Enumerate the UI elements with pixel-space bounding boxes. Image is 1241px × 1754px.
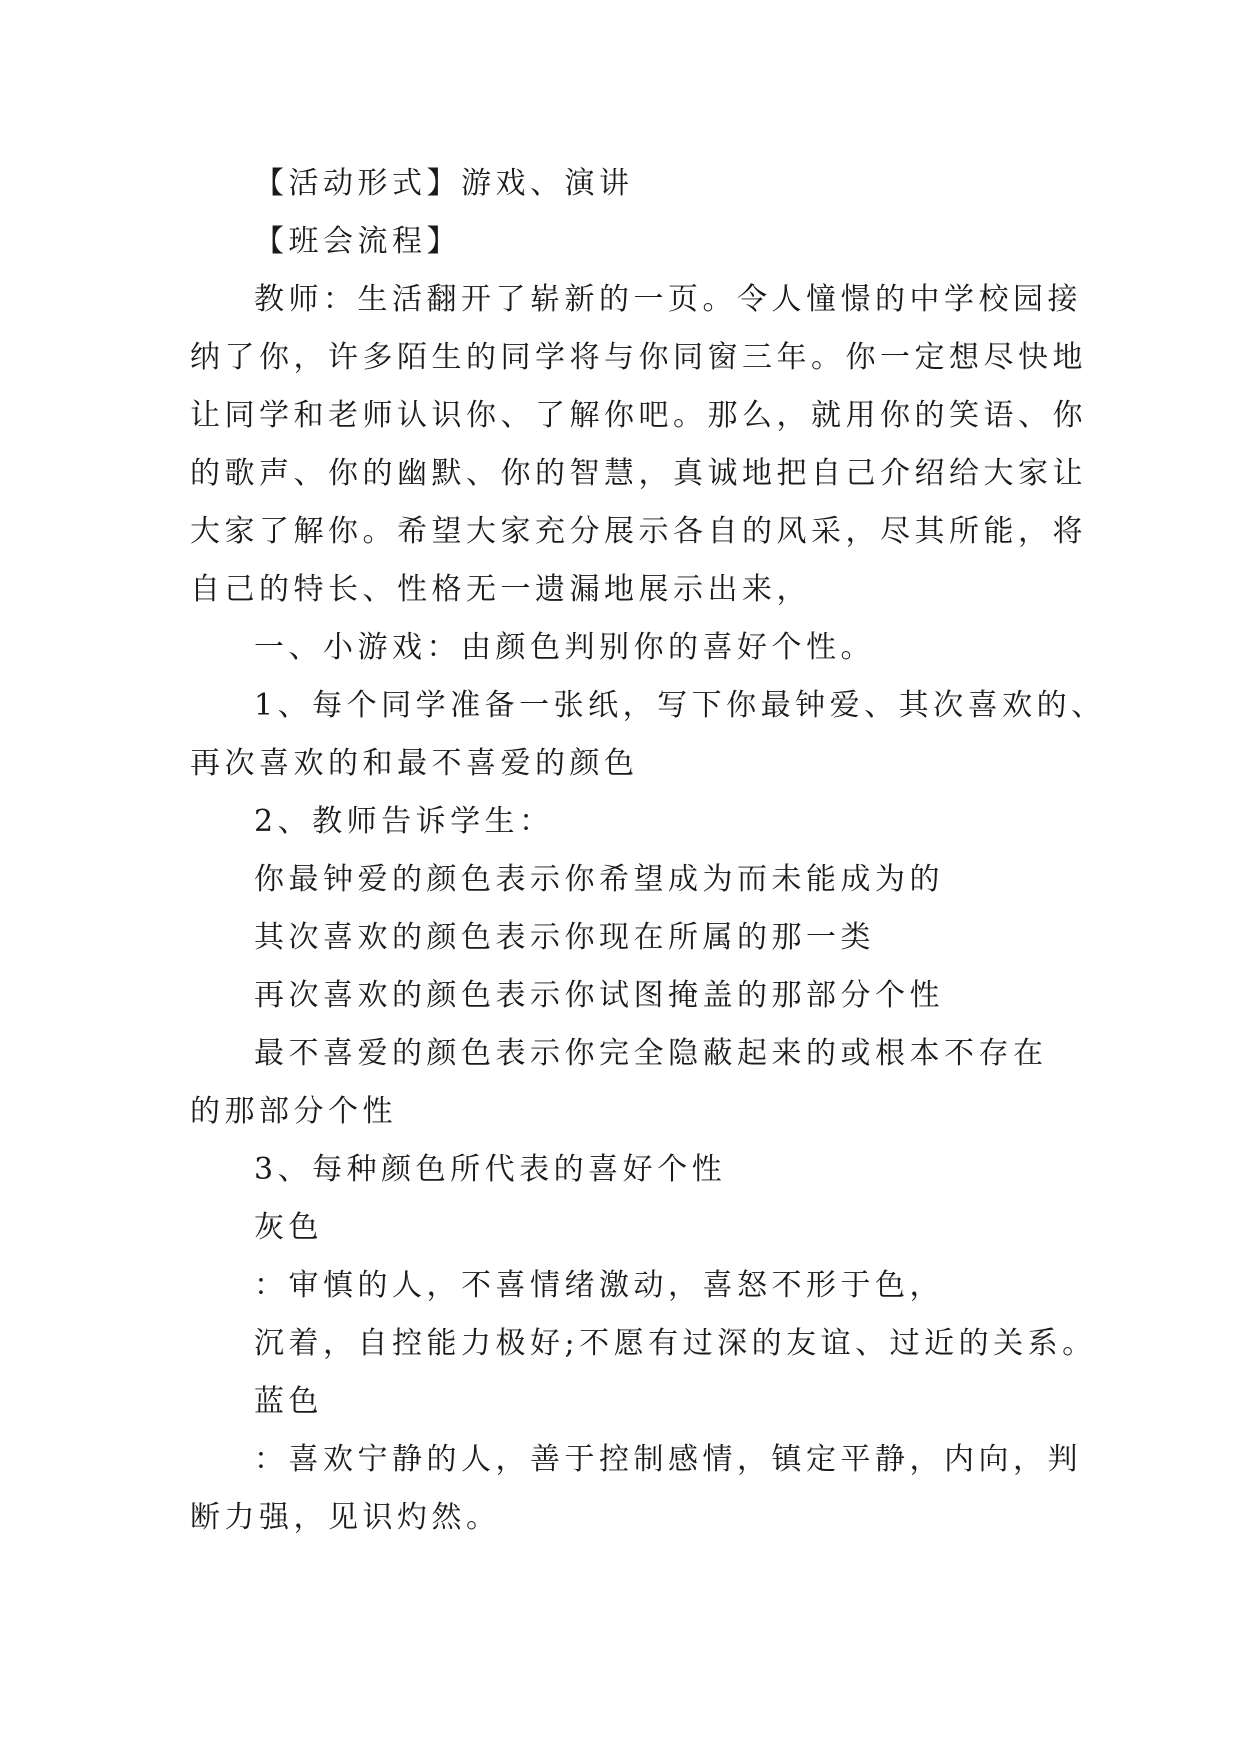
paragraph-teacher-intro-line: 大家了解你。希望大家充分展示各自的风采，尽其所能，将	[190, 514, 1087, 549]
document-body	[190, 155, 1106, 1547]
color-meaning-line: 再次喜欢的颜色表示你试图掩盖的那部分个性	[254, 978, 944, 1013]
color-meaning-line: 的那部分个性	[190, 1094, 397, 1129]
color-name-blue: 蓝色	[254, 1384, 323, 1419]
blue-description-line: ：喜欢宁静的人，善于控制感情，镇定平静，内向，判	[254, 1442, 1082, 1477]
color-meaning-line: 最不喜爱的颜色表示你完全隐蔽起来的或根本不存在	[254, 1036, 1048, 1071]
gray-description-line: ：审慎的人，不喜情绪激动，喜怒不形于色，	[254, 1268, 944, 1303]
gray-description-line: 沉着，自控能力极好;不愿有过深的友谊、过近的关系。	[254, 1326, 1097, 1361]
paragraph-meeting-flow-heading: 【班会流程】	[254, 224, 461, 259]
color-meaning-line: 你最钟爱的颜色表示你希望成为而未能成为的	[254, 862, 944, 897]
paragraph-activity-form: 【活动形式】游戏、演讲	[254, 166, 634, 201]
section-heading-mini-game: 一、小游戏：由颜色判别你的喜好个性。	[254, 630, 875, 665]
color-name-gray: 灰色	[254, 1210, 323, 1245]
color-meaning-line: 其次喜欢的颜色表示你现在所属的那一类	[254, 920, 875, 955]
step-2-line: 2、教师告诉学生：	[254, 804, 554, 839]
paragraph-teacher-intro-line: 纳了你，许多陌生的同学将与你同窗三年。你一定想尽快地	[190, 340, 1087, 375]
step-1-line: 1、每个同学准备一张纸，写下你最钟爱、其次喜欢的、	[254, 688, 1106, 723]
paragraph-teacher-intro-line: 自己的特长、性格无一遗漏地展示出来，	[190, 572, 811, 607]
paragraph-teacher-intro-line: 的歌声、你的幽默、你的智慧，真诚地把自己介绍给大家让	[190, 456, 1087, 491]
paragraph-teacher-intro-line: 让同学和老师认识你、了解你吧。那么，就用你的笑语、你	[190, 398, 1087, 433]
step-1-line: 再次喜欢的和最不喜爱的颜色	[190, 746, 639, 781]
step-3-line: 3、每种颜色所代表的喜好个性	[254, 1152, 727, 1187]
blue-description-line: 断力强，见识灼然。	[190, 1500, 501, 1535]
paragraph-teacher-intro-line: 教师：生活翻开了崭新的一页。令人憧憬的中学校园接	[254, 282, 1082, 317]
